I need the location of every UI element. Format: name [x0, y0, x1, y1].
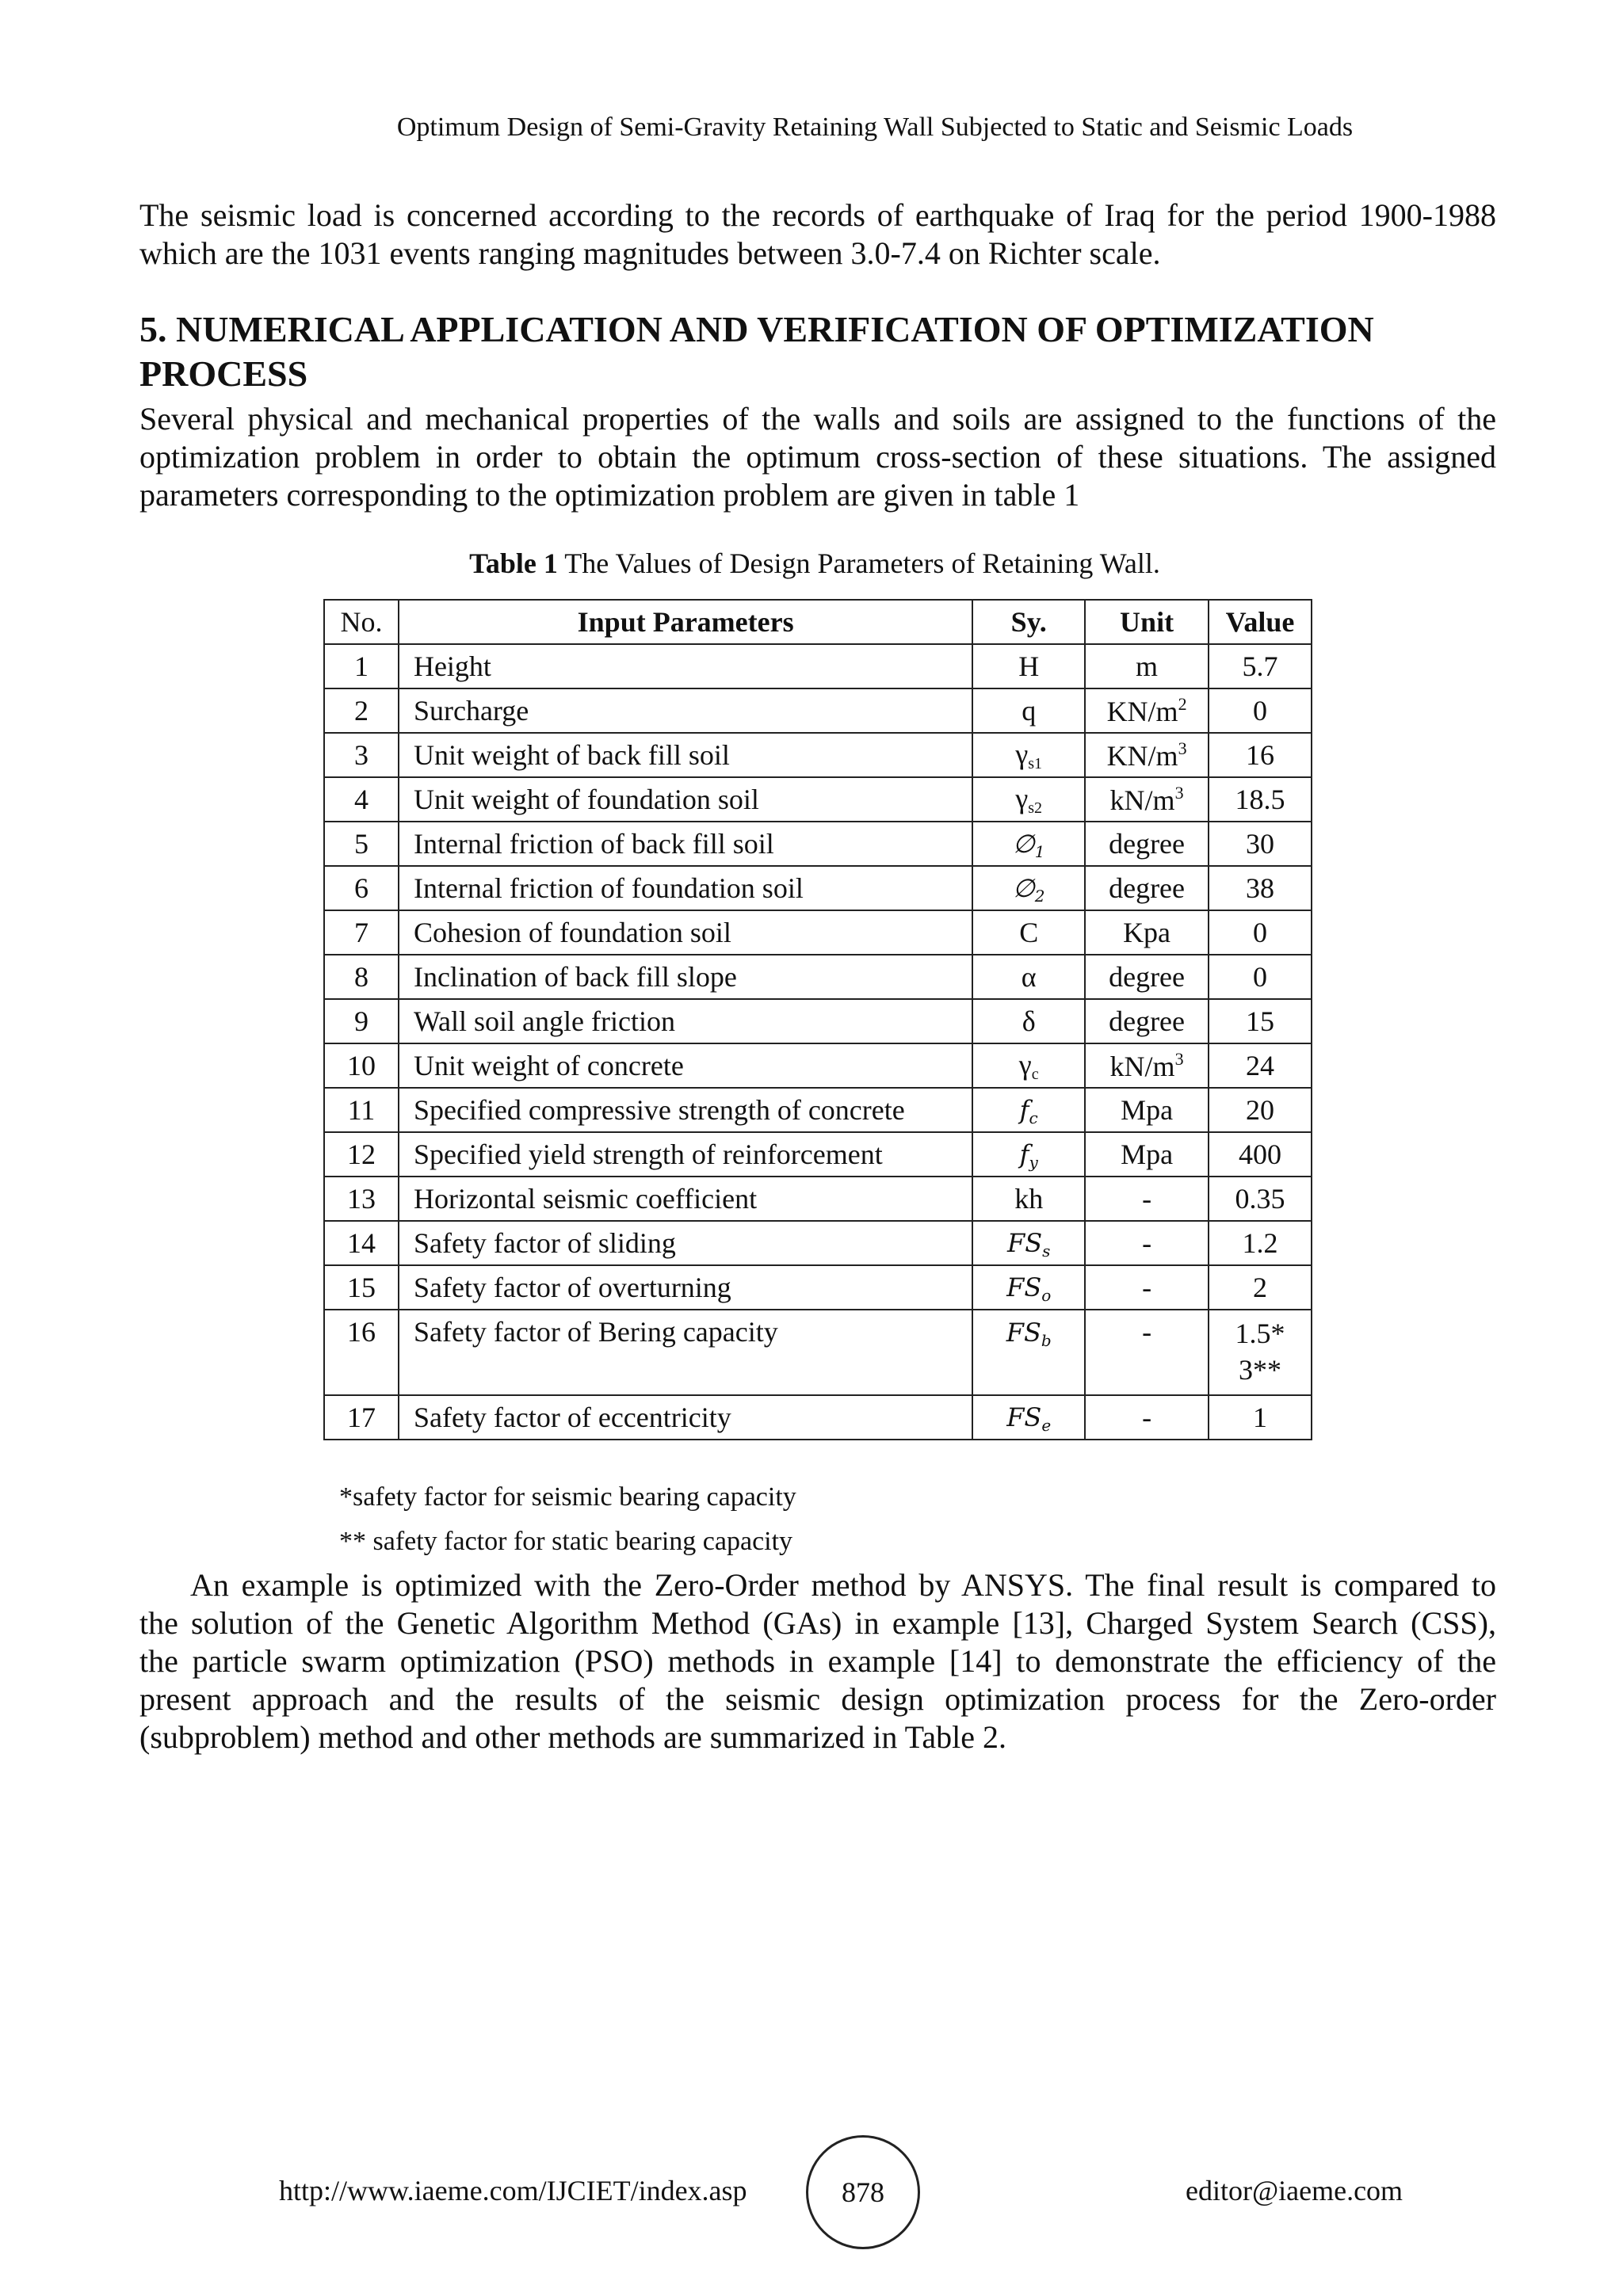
row-parameter: Internal friction of foundation soil: [399, 866, 972, 910]
intro-line: which are the 1031 events ranging magnitudes between 3.0-7.4 on Richter scale.: [139, 235, 1161, 271]
table-caption-label: Table 1: [469, 547, 558, 579]
row-symbol: [972, 999, 1085, 1043]
unit-text: kN/m: [1109, 1050, 1175, 1082]
symbol-subscript: s: [1042, 1241, 1051, 1261]
unit-text: -: [1142, 1183, 1152, 1215]
symbol-base: FS: [1006, 1272, 1042, 1302]
row-number: 12: [324, 1132, 399, 1177]
unit-text: degree: [1109, 961, 1186, 993]
row-value: 20: [1209, 1088, 1312, 1132]
row-unit: [1085, 1177, 1209, 1221]
symbol-subscript: b: [1041, 1331, 1052, 1350]
row-symbol: [972, 1043, 1085, 1088]
header-unit: Unit: [1085, 600, 1209, 644]
row-unit: [1085, 1088, 1209, 1132]
header-input-parameters: Input Parameters: [399, 600, 972, 644]
page-number: 878: [806, 2135, 920, 2249]
symbol-subscript: s1: [1028, 754, 1043, 772]
row-symbol: [972, 822, 1085, 866]
row-value: 18.5: [1209, 777, 1312, 822]
row-symbol: [972, 1395, 1085, 1440]
row-unit: [1085, 644, 1209, 688]
value-static: 3**: [1239, 1354, 1281, 1386]
row-value: 15: [1209, 999, 1312, 1043]
row-parameter: Internal friction of back fill soil: [399, 822, 972, 866]
row-number: 7: [324, 910, 399, 955]
row-unit: [1085, 733, 1209, 777]
unit-text: -: [1142, 1402, 1152, 1433]
row-unit: [1085, 1395, 1209, 1440]
section-paragraph: [139, 400, 1496, 514]
row-symbol: [972, 644, 1085, 688]
unit-text: -: [1142, 1227, 1152, 1259]
footnote-seismic: *safety factor for seismic bearing capacity: [339, 1482, 796, 1512]
row-number: 13: [324, 1177, 399, 1221]
footer-url-link[interactable]: http://www.iaeme.com/IJCIET/index.asp: [279, 2175, 747, 2206]
row-value: 5.7: [1209, 644, 1312, 688]
row-symbol: [972, 1265, 1085, 1310]
row-value: 0: [1209, 910, 1312, 955]
symbol-base: ∅: [1012, 829, 1035, 859]
row-symbol: [972, 1310, 1085, 1395]
row-value: 1.2: [1209, 1221, 1312, 1265]
symbol-subscript: 2: [1034, 887, 1045, 906]
symbol-base: γ: [1015, 782, 1029, 814]
section-heading-line: 5. NUMERICAL APPLICATION AND VERIFICATION OF OPTIMIZATION: [139, 309, 1374, 349]
symbol-base: δ: [1022, 1005, 1036, 1037]
row-value: 16: [1209, 733, 1312, 777]
table-row: [324, 733, 1312, 777]
table-row: [324, 955, 1312, 999]
row-unit: [1085, 1043, 1209, 1088]
symbol-subscript: c: [1029, 1108, 1038, 1127]
unit-text: kN/m: [1109, 784, 1175, 816]
symbol-base: FS: [1006, 1318, 1041, 1348]
row-number: 2: [324, 688, 399, 733]
row-symbol: [972, 733, 1085, 777]
row-symbol: [972, 955, 1085, 999]
row-parameter: Unit weight of concrete: [399, 1043, 972, 1088]
unit-superscript: 3: [1178, 738, 1187, 758]
row-value: 1: [1209, 1395, 1312, 1440]
row-symbol: [972, 1132, 1085, 1177]
row-value: 30: [1209, 822, 1312, 866]
row-parameter: Specified yield strength of reinforcement: [399, 1132, 972, 1177]
intro-paragraph: [139, 196, 1496, 273]
table-row: [324, 1177, 1312, 1221]
table-row: [324, 777, 1312, 822]
closing-paragraph: [139, 1566, 1496, 1756]
row-unit: [1085, 688, 1209, 733]
row-value: 0.35: [1209, 1177, 1312, 1221]
unit-superscript: 3: [1174, 782, 1184, 803]
row-number: 5: [324, 822, 399, 866]
row-value: 0: [1209, 955, 1312, 999]
closing-line: the particle swarm optimization (PSO) methods in example [14] to demonstrate the efficiency of the: [139, 1643, 1496, 1679]
row-parameter: Specified compressive strength of concrete: [399, 1088, 972, 1132]
symbol-base: H: [1018, 650, 1040, 682]
unit-text: degree: [1109, 872, 1186, 904]
unit-text: KN/m: [1106, 695, 1178, 727]
unit-text: KN/m: [1106, 739, 1178, 772]
unit-superscript: 2: [1178, 693, 1187, 714]
row-number: 10: [324, 1043, 399, 1088]
row-number: 16: [324, 1310, 399, 1395]
header-value: Value: [1209, 600, 1312, 644]
row-unit: [1085, 999, 1209, 1043]
table-footnotes: [339, 1475, 796, 1564]
row-parameter: Unit weight of foundation soil: [399, 777, 972, 822]
row-parameter: Horizontal seismic coefficient: [399, 1177, 972, 1221]
row-number: 6: [324, 866, 399, 910]
closing-line: An example is optimized with the Zero-Order method by ANSYS. The final result is compared to: [190, 1567, 1496, 1603]
row-parameter: Wall soil angle friction: [399, 999, 972, 1043]
header-no: No.: [324, 600, 399, 644]
header-symbol: Sy.: [972, 600, 1085, 644]
section-heading: [139, 307, 1496, 396]
row-parameter: Surcharge: [399, 688, 972, 733]
footnote-static: ** safety factor for static bearing capacity: [339, 1527, 793, 1556]
symbol-subscript: e: [1041, 1416, 1052, 1435]
unit-text: -: [1142, 1316, 1152, 1348]
row-number: 17: [324, 1395, 399, 1440]
unit-text: Mpa: [1121, 1094, 1174, 1126]
table-row: [324, 866, 1312, 910]
row-unit: [1085, 955, 1209, 999]
row-unit: [1085, 866, 1209, 910]
row-symbol: [972, 1177, 1085, 1221]
row-number: 8: [324, 955, 399, 999]
table-row: [324, 1395, 1312, 1440]
symbol-base: C: [1019, 917, 1039, 948]
row-symbol: [972, 1221, 1085, 1265]
unit-text: -: [1142, 1272, 1152, 1303]
symbol-subscript: y: [1029, 1153, 1038, 1172]
table-row: [324, 644, 1312, 688]
closing-line: the solution of the Genetic Algorithm Method (GAs) in example [13], Charged System Search (CSS),: [139, 1605, 1496, 1641]
table-row: [324, 688, 1312, 733]
row-unit: [1085, 822, 1209, 866]
value-seismic: 1.5*: [1235, 1318, 1285, 1349]
row-symbol: [972, 866, 1085, 910]
symbol-base: kh: [1014, 1183, 1044, 1215]
symbol-base: q: [1022, 695, 1037, 727]
symbol-base: γ: [1015, 738, 1029, 770]
row-symbol: [972, 910, 1085, 955]
table-row: [324, 910, 1312, 955]
row-unit: [1085, 777, 1209, 822]
symbol-subscript: c: [1031, 1065, 1039, 1083]
intro-line: The seismic load is concerned according to the records of earthquake of Iraq for the period 1900-1988: [139, 197, 1496, 233]
design-parameters-table: [323, 599, 1312, 1440]
row-number: 14: [324, 1221, 399, 1265]
row-value: 2: [1209, 1265, 1312, 1310]
row-unit: [1085, 1265, 1209, 1310]
row-number: 4: [324, 777, 399, 822]
table-row: [324, 1043, 1312, 1088]
running-header: Optimum Design of Semi-Gravity Retaining Wall Subjected to Static and Seismic Loads: [396, 113, 1354, 142]
row-symbol: [972, 1088, 1085, 1132]
row-unit: [1085, 1221, 1209, 1265]
row-parameter: Safety factor of eccentricity: [399, 1395, 972, 1440]
symbol-subscript: o: [1041, 1286, 1052, 1305]
row-unit: [1085, 910, 1209, 955]
row-symbol: [972, 688, 1085, 733]
row-value: 0: [1209, 688, 1312, 733]
row-unit: [1085, 1310, 1209, 1395]
table-header-row: [324, 600, 1312, 644]
symbol-subscript: 1: [1034, 842, 1045, 861]
row-number: 3: [324, 733, 399, 777]
table-caption-text: The Values of Design Parameters of Retaining Wall.: [557, 547, 1160, 579]
section-line: Several physical and mechanical properties of the walls and soils are assigned to the functions of the: [139, 401, 1496, 437]
row-number: 9: [324, 999, 399, 1043]
unit-text: m: [1136, 650, 1159, 682]
row-symbol: [972, 777, 1085, 822]
closing-line: (subproblem) method and other methods are summarized in Table 2.: [139, 1719, 1006, 1755]
symbol-base: FS: [1007, 1228, 1043, 1258]
row-parameter: Safety factor of sliding: [399, 1221, 972, 1265]
table-row: [324, 1132, 1312, 1177]
unit-text: Mpa: [1121, 1138, 1174, 1170]
row-parameter: Height: [399, 644, 972, 688]
table-row: [324, 999, 1312, 1043]
table-caption: [0, 547, 1623, 580]
row-value: 38: [1209, 866, 1312, 910]
footer-email-link[interactable]: editor@iaeme.com: [1186, 2175, 1403, 2206]
row-value: 24: [1209, 1043, 1312, 1088]
symbol-base: γ: [1018, 1048, 1032, 1081]
unit-superscript: 3: [1174, 1048, 1184, 1069]
table-body: [324, 644, 1312, 1440]
table-row: [324, 1310, 1312, 1395]
section-line: parameters corresponding to the optimization problem are given in table 1: [139, 477, 1080, 513]
row-number: 15: [324, 1265, 399, 1310]
row-value: 400: [1209, 1132, 1312, 1177]
row-value: [1209, 1310, 1312, 1395]
closing-line: present approach and the results of the seismic design optimization process for the Zero-order: [139, 1681, 1496, 1717]
symbol-base: f: [1019, 1139, 1029, 1169]
table-row: [324, 1265, 1312, 1310]
symbol-base: f: [1019, 1095, 1029, 1125]
row-parameter: Safety factor of Bering capacity: [399, 1310, 972, 1395]
table-row: [324, 1221, 1312, 1265]
symbol-base: α: [1021, 961, 1037, 993]
symbol-base: ∅: [1012, 873, 1035, 903]
row-parameter: Inclination of back fill slope: [399, 955, 972, 999]
symbol-base: FS: [1006, 1402, 1042, 1432]
unit-text: degree: [1109, 828, 1186, 860]
unit-text: Kpa: [1123, 917, 1171, 948]
unit-text: degree: [1109, 1005, 1186, 1037]
section-heading-line: PROCESS: [139, 353, 308, 394]
row-unit: [1085, 1132, 1209, 1177]
table-row: [324, 822, 1312, 866]
row-parameter: Safety factor of overturning: [399, 1265, 972, 1310]
section-line: optimization problem in order to obtain the optimum cross-section of these situations. The assigned: [139, 439, 1496, 475]
row-number: 11: [324, 1088, 399, 1132]
table-row: [324, 1088, 1312, 1132]
symbol-subscript: s2: [1028, 799, 1043, 817]
row-parameter: Unit weight of back fill soil: [399, 733, 972, 777]
row-number: 1: [324, 644, 399, 688]
row-parameter: Cohesion of foundation soil: [399, 910, 972, 955]
